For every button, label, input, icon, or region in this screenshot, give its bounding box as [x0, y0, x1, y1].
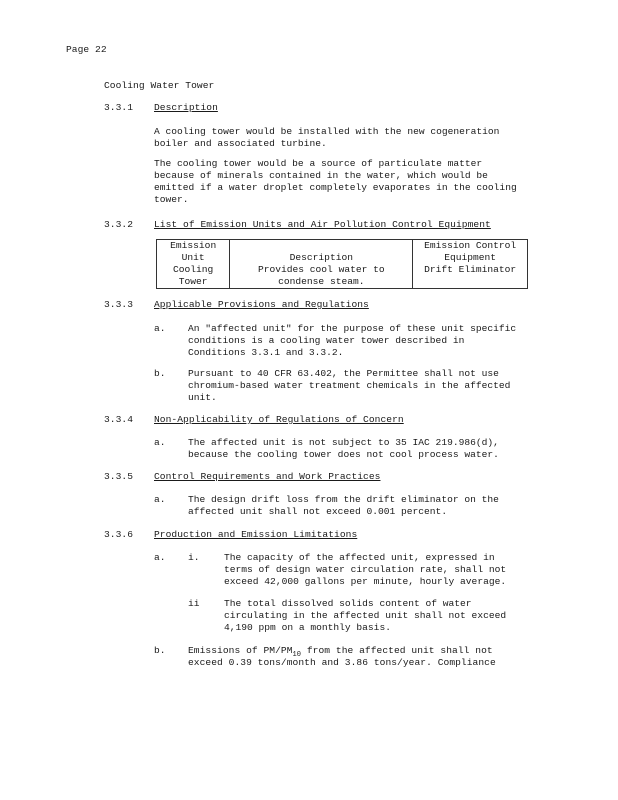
text-line: The capacity of the affected unit, expressed in — [224, 552, 495, 563]
header-text: Emission Control — [424, 240, 517, 251]
section-number-335: 3.3.5 — [104, 471, 134, 482]
heading-control-requirements: Control Requirements and Work Practices — [154, 471, 381, 482]
subitem-roman: ii — [188, 598, 200, 609]
text-line: The design drift loss from the drift eliminator on the — [188, 494, 499, 505]
cell-description — [230, 264, 413, 289]
text-line: The cooling tower would be a source of particulate matter — [154, 158, 483, 169]
list-item — [188, 437, 499, 461]
list-item — [224, 552, 506, 588]
text-line: chromium-based water treatment chemicals in the affected — [188, 380, 511, 391]
section-number-336: 3.3.6 — [104, 529, 134, 540]
section-title: Cooling Water Tower — [104, 80, 215, 91]
subscript: 10 — [292, 650, 302, 659]
text-line: because the cooling tower does not cool process water. — [188, 449, 499, 460]
text-run: from the affected unit shall not — [301, 645, 493, 656]
text-line: affected unit shall not exceed 0.001 percent. — [188, 506, 448, 517]
cell-text: condense steam. — [278, 276, 365, 287]
text-line: terms of design water circulation rate, shall not — [224, 564, 507, 575]
text-line: Pursuant to 40 CFR 63.402, the Permittee shall not use — [188, 368, 499, 379]
header-text: Description — [289, 252, 353, 263]
cell-text: Tower — [178, 276, 208, 287]
subitem-roman: i. — [188, 552, 200, 563]
table-header-row — [157, 240, 528, 265]
list-item — [188, 368, 510, 404]
cell-unit — [157, 264, 230, 289]
text-line: tower. — [154, 194, 189, 205]
text-run: Emissions of PM/PM — [188, 645, 293, 656]
text-line: A cooling tower would be installed with the new cogeneration — [154, 126, 500, 137]
text-line: exceed 42,000 gallons per minute, hourly average. — [224, 576, 507, 587]
header-text: Emission — [170, 240, 217, 251]
item-letter: a. — [154, 494, 166, 505]
header-emission-unit — [157, 240, 230, 265]
cell-text: Provides cool water to — [257, 264, 385, 275]
section-number-333: 3.3.3 — [104, 299, 134, 310]
item-letter: a. — [154, 552, 166, 563]
table-row — [157, 264, 528, 289]
text-line: Conditions 3.3.1 and 3.3.2. — [188, 347, 344, 358]
heading-description: Description — [154, 102, 218, 113]
section-number-331: 3.3.1 — [104, 102, 134, 113]
item-letter: b. — [154, 368, 166, 379]
heading-non-applicability: Non-Applicability of Regulations of Concern — [154, 414, 404, 425]
text-line: boiler and associated turbine. — [154, 138, 327, 149]
emissions-line-2: exceed 0.39 tons/month and 3.86 tons/year. Compliance — [188, 657, 496, 668]
text-line: unit. — [188, 392, 217, 403]
section-number-332: 3.3.2 — [104, 219, 134, 230]
text-line: The total dissolved solids content of water — [224, 598, 472, 609]
header-description — [230, 240, 413, 265]
text-line: The affected unit is not subject to 35 IAC 219.986(d), — [188, 437, 499, 448]
header-text: Unit — [181, 252, 205, 263]
list-item — [224, 598, 506, 634]
text-line: An "affected unit" for the purpose of these unit specific — [188, 323, 517, 334]
text-line: circulating in the affected unit shall not exceed — [224, 610, 507, 621]
text-line: because of minerals contained in the water, which would be — [154, 170, 488, 181]
header-text: Equipment — [444, 252, 497, 263]
page-number: Page 22 — [66, 44, 107, 55]
heading-applicable-provisions: Applicable Provisions and Regulations — [154, 299, 369, 310]
heading-production-limitations: Production and Emission Limitations — [154, 529, 358, 540]
text-line: 4,190 ppm on a monthly basis. — [224, 622, 391, 633]
item-letter: a. — [154, 437, 166, 448]
header-control-equipment — [413, 240, 528, 265]
list-item — [188, 494, 499, 518]
list-item — [188, 323, 516, 359]
cell-text: Cooling — [173, 264, 214, 275]
cell-text: Drift Eliminator — [424, 264, 517, 275]
text-line: conditions is a cooling water tower described in — [188, 335, 465, 346]
description-paragraph-2 — [154, 158, 517, 206]
section-number-334: 3.3.4 — [104, 414, 134, 425]
item-letter: a. — [154, 323, 166, 334]
item-letter: b. — [154, 645, 166, 656]
cell-control — [413, 264, 528, 289]
emission-units-table — [156, 239, 528, 289]
description-paragraph-1 — [154, 126, 499, 150]
text-line: emitted if a water droplet completely evaporates in the cooling — [154, 182, 517, 193]
heading-emission-units: List of Emission Units and Air Pollution Control Equipment — [154, 219, 491, 230]
